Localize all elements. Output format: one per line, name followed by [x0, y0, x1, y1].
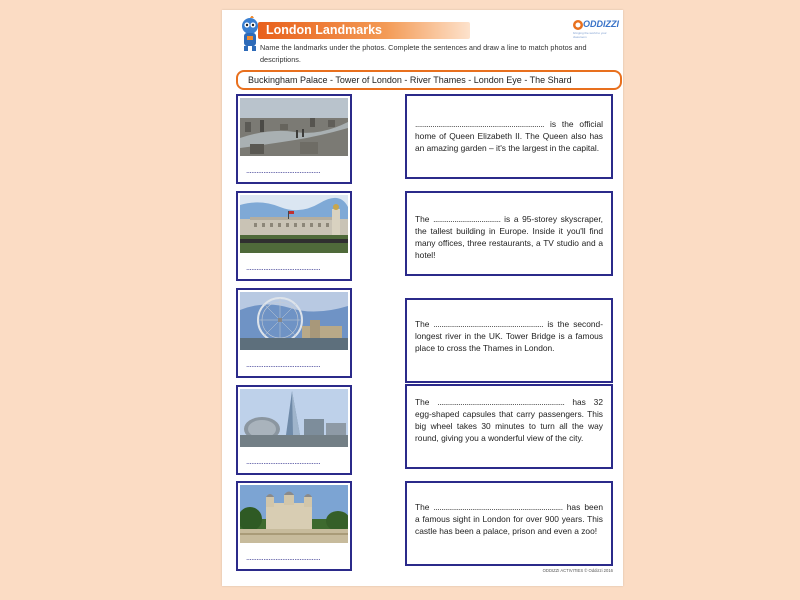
- photo-card-3[interactable]: [236, 288, 352, 378]
- photo-card-2[interactable]: [236, 191, 352, 281]
- description-text: The ......................................................... is the second-longest river in the UK. Tower Bridge is a famous place to cross the Thames in London.: [415, 319, 604, 353]
- answer-line[interactable]: ...........................................: [246, 457, 321, 466]
- description-text: The .................................................................. has 32 egg-shaped capsules that carry passengers. This big wheel takes 30 minutes to turn all the way round, giving you a wonderful view of the city.: [415, 397, 603, 443]
- london-eye-photo: [240, 292, 348, 350]
- photo-card-4[interactable]: [236, 385, 352, 475]
- tower-of-london-photo: [240, 485, 348, 543]
- description-blank[interactable]: ..................................................................: [437, 397, 565, 407]
- description-blank[interactable]: ...................................................................: [433, 502, 563, 512]
- page-title: London Landmarks: [266, 23, 382, 37]
- photo-card-1[interactable]: [236, 94, 352, 184]
- word-bank: Buckingham Palace - Tower of London - River Thames - London Eye - The Shard: [236, 70, 622, 90]
- description-card-5[interactable]: [405, 481, 613, 566]
- logo-tagline: bringing the world to your classroom: [573, 31, 607, 39]
- answer-line[interactable]: ...........................................: [246, 553, 321, 562]
- description-blank[interactable]: ...................................: [433, 214, 501, 224]
- description-card-4[interactable]: [405, 384, 613, 469]
- photo-card-5[interactable]: [236, 481, 352, 571]
- description-text: The ................................... is a 95-storey skyscraper, the tallest building in Europe. Inside it you'll find many offices, three restaurants, a TV studio and a hotel!: [415, 214, 603, 260]
- description-blank[interactable]: ...................................................................: [415, 119, 545, 129]
- footer-copyright: ODDIZZI ACTIVITIES © Oddizzi 2016: [542, 568, 613, 573]
- buckingham-palace-photo: [240, 195, 348, 253]
- description-card-1[interactable]: [405, 94, 613, 179]
- description-card-3[interactable]: [405, 298, 613, 383]
- description-text: ................................................................... is the official home of Queen Elizabeth II. The Queen also has an amazing garden – it's the largest in the capital.: [415, 119, 603, 153]
- answer-line[interactable]: ...........................................: [246, 360, 321, 369]
- description-text: The ................................................................... has been a famous sight in London for over 900 years. This castle has been a palace, prison and even a zoo!: [415, 502, 603, 536]
- worksheet-page: [222, 10, 623, 586]
- the-shard-photo: [240, 389, 348, 447]
- logo-text: ODDIZZI: [583, 19, 619, 29]
- instructions: Name the landmarks under the photos. Complete the sentences and draw a line to match photos and descriptions.: [260, 43, 587, 64]
- description-blank[interactable]: .........................................................: [433, 319, 544, 329]
- description-card-2[interactable]: [405, 191, 613, 276]
- answer-line[interactable]: ...........................................: [246, 263, 321, 272]
- river-thames-photo: [240, 98, 348, 156]
- answer-line[interactable]: ...........................................: [246, 166, 321, 175]
